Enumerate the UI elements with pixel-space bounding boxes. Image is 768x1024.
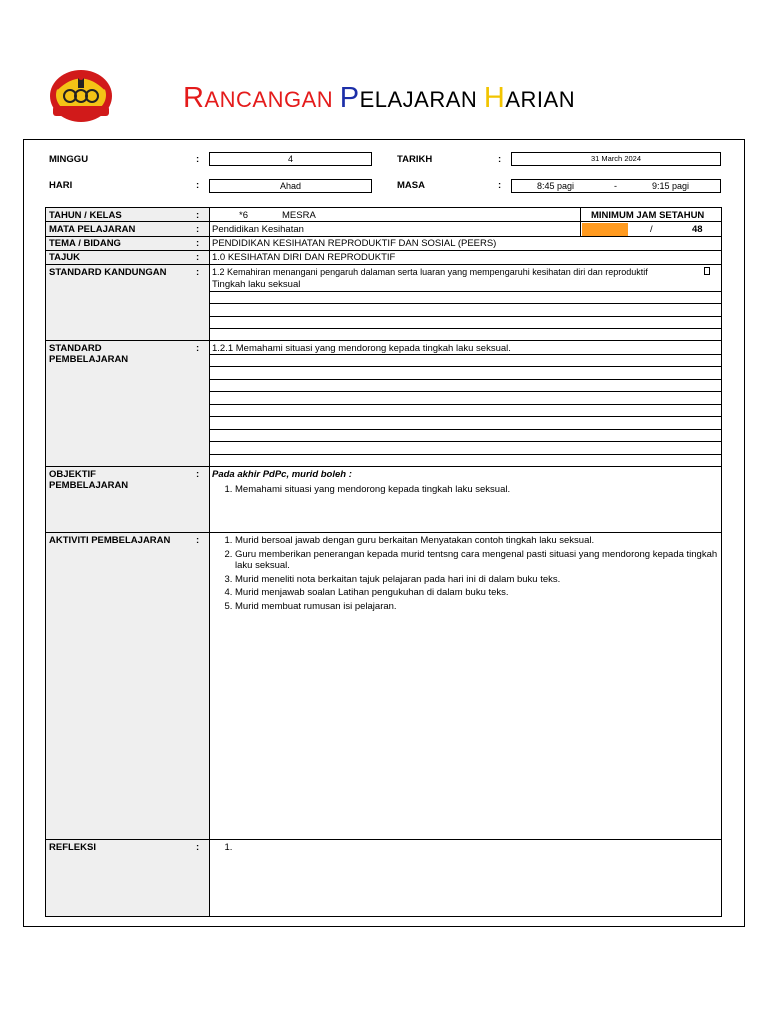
colon: : [196,224,200,235]
objektif-pembelajaran-label [49,469,128,491]
masa-end: 9:15 pagi [652,181,690,191]
colon: : [196,469,200,480]
colon: : [196,238,200,249]
colon: : [196,267,200,278]
aktiviti-item[interactable]: 1. Murid bersoal jawab dengan guru berkaitan Menyatakan contoh tingkah laku seksual. [235,535,735,547]
title-initial-p: P [339,82,360,114]
tema-bidang-value[interactable]: PENDIDIKAN KESIHATAN REPRODUKTIF DAN SOSIAL (PEERS) [212,238,497,249]
aktiviti-pembelajaran-label: AKTIVITI PEMBELAJARAN [49,535,171,546]
colon: : [196,154,200,165]
standard-pembelajaran-label-line2: PEMBELAJARAN [49,354,129,365]
colon: : [196,252,200,263]
hari-label: HARI [49,180,73,191]
aktiviti-list [210,535,735,614]
title-rest-harian: ARIAN [505,87,576,112]
title-initial-h: H [483,82,506,114]
masa-field[interactable] [511,179,721,193]
page-title [183,82,575,115]
objektif-list [210,484,735,498]
objektif-intro: Pada akhir PdPc, murid boleh : [212,469,352,480]
column-divider [580,208,581,236]
tarikh-label: TARIKH [397,154,433,165]
mata-pelajaran-label: MATA PELAJARAN [49,224,136,235]
aktiviti-item[interactable]: 3. Murid meneliti nota berkaitan tajuk pelajaran pada hari ini di dalam buku teks. [235,574,735,586]
tahun-value[interactable]: *6 [239,210,248,221]
tarikh-field[interactable]: 31 March 2024 [511,152,721,166]
tajuk-value[interactable]: 1.0 KESIHATAN DIRI DAN REPRODUKTIF [212,252,396,263]
objektif-label-line1: OBJEKTIF [49,469,96,480]
refleksi-list [210,842,735,856]
tema-bidang-label: TEMA / BIDANG [49,238,121,249]
objektif-item[interactable]: 1. Memahami situasi yang mendorong kepada tingkah laku seksual. [235,484,735,496]
school-logo [48,68,114,124]
refleksi-label: REFLEKSI [49,842,96,853]
minimum-jam-label: MINIMUM JAM SETAHUN [591,210,705,221]
standard-pembelajaran-label-line1: STANDARD [49,343,102,354]
minimum-jam-value[interactable]: 48 [692,224,703,235]
colon: : [196,842,200,853]
standard-kandungan-label: STANDARD KANDUNGAN [49,267,167,278]
aktiviti-item[interactable]: 2. Guru memberikan penerangan kepada murid tentsng cara mengenal pasti situasi yang mendorong kepada tingkah laku seksual. [235,549,735,572]
standard-kandungan-value[interactable]: 1.2 Kemahiran menangani pengaruh dalaman serta luaran yang mempengaruhi kesihatan diri dan reproduktif [212,267,648,277]
colon: : [196,180,200,191]
title-rest-pelajaran: ELAJARAN [359,87,484,112]
minggu-field[interactable]: 4 [209,152,372,166]
aktiviti-item[interactable]: 4. Murid menjawab soalan Latihan pengukuhan di dalam buku teks. [235,587,735,599]
standard-kandungan-subvalue[interactable]: Tingkah laku seksual [212,279,301,290]
masa-start: 8:45 pagi [537,181,575,191]
colon: : [498,180,502,191]
refleksi-item[interactable] [235,842,735,854]
title-initial-r: R [183,82,205,114]
standard-pembelajaran-value[interactable]: 1.2.1 Memahami situasi yang mendorong kepada tingkah laku seksual. [212,343,511,354]
title-rest-rancangan: ANCANGAN [204,87,340,112]
mata-pelajaran-value[interactable]: Pendidikan Kesihatan [212,224,304,235]
tajuk-label: TAJUK [49,252,80,263]
objektif-label-line2: PEMBELAJARAN [49,480,129,491]
kelas-value[interactable]: MESRA [282,210,316,221]
colon: : [196,343,200,354]
colon: : [196,535,200,546]
standard-pembelajaran-label [49,343,128,365]
minimum-separator: / [650,224,653,235]
masa-separator: - [614,181,617,191]
tahun-kelas-label: TAHUN / KELAS [49,210,122,221]
masa-label: MASA [397,180,425,191]
aktiviti-item[interactable]: 5. Murid membuat rumusan isi pelajaran. [235,601,735,613]
hari-field[interactable]: Ahad [209,179,372,193]
colon: : [196,210,200,221]
colon: : [498,154,502,165]
minggu-label: MINGGU [49,154,89,165]
checkbox-icon[interactable] [704,267,710,275]
